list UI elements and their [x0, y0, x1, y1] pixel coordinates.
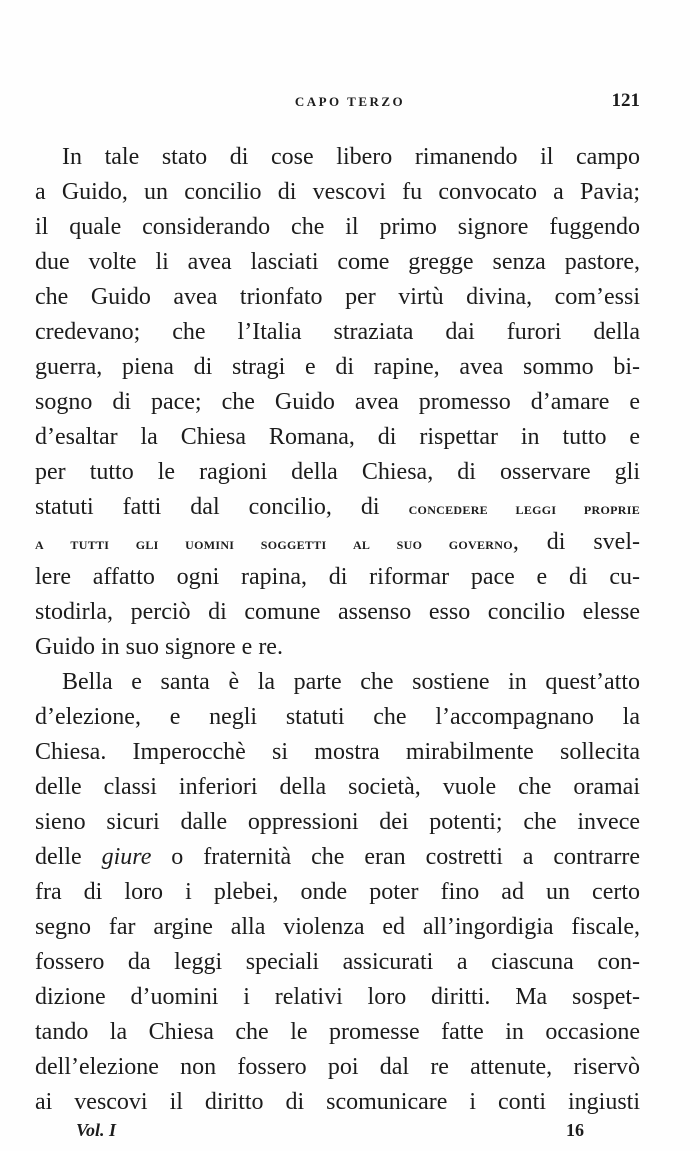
text-line — [35, 525, 640, 560]
text-line: tando la Chiesa che le promesse fatte in occasione — [35, 1019, 640, 1045]
text-line — [35, 490, 640, 525]
page-number: 121 — [611, 90, 640, 111]
text-line: dizione d’uomini i relativi loro diritti. Ma sospet- — [35, 984, 640, 1010]
text-line: delle classi inferiori della società, vuole che oramai — [35, 774, 640, 800]
text-line: ai vescovi il diritto di scomunicare i conti ingiusti — [35, 1089, 640, 1115]
body-text — [35, 140, 640, 1120]
text-line: d’elezione, e negli statuti che l’accompagnano la — [35, 704, 640, 730]
text-line: sieno sicuri dalle oppressioni dei potenti; che invece — [35, 809, 640, 835]
text-line: d’esaltar la Chiesa Romana, di rispettar in tutto e — [35, 424, 640, 450]
text-run: , di svel- — [512, 529, 640, 555]
text-line: segno far argine alla violenza ed all’ingordigia fiscale, — [35, 914, 640, 940]
text-line: guerra, piena di stragi e di rapine, avea sommo bi- — [35, 354, 640, 380]
running-head — [0, 90, 700, 114]
text-line: credevano; che l’Italia straziata dai furori della — [35, 319, 640, 345]
text-line — [35, 840, 640, 875]
text-line: due volte li avea lasciati come gregge senza pastore, — [35, 249, 640, 275]
text-run: statuti fatti dal concilio, di — [35, 494, 409, 520]
page-footer — [0, 1120, 700, 1148]
text-line: che Guido avea trionfato per virtù divina, com’essi — [35, 284, 640, 310]
text-run: o fraternità che eran costretti a contrarre — [151, 844, 640, 870]
text-line: sogno di pace; che Guido avea promesso d’amare e — [35, 389, 640, 415]
text-line: Bella e santa è la parte che sostiene in quest’atto — [62, 669, 640, 695]
text-run: delle — [35, 844, 102, 870]
text-line: dell’elezione non fossero poi dal re attenute, riservò — [35, 1054, 640, 1080]
text-line: a Guido, un concilio di vescovi fu convocato a Pavia; — [35, 179, 640, 205]
running-title: CAPO TERZO — [294, 94, 406, 109]
small-caps-run: a tutti gli uomini soggetti al suo governo — [35, 534, 513, 553]
text-line: fra di loro i plebei, onde poter fino ad un certo — [35, 879, 640, 905]
text-line: lere affatto ogni rapina, di riformar pace e di cu- — [35, 564, 640, 590]
text-line: fossero da leggi speciali assicurati a ciascuna con- — [35, 949, 640, 975]
text-line: Guido in suo signore e re. — [35, 634, 283, 660]
volume-signature: Vol. I — [76, 1120, 117, 1140]
gathering-signature: 16 — [566, 1120, 584, 1140]
text-line: il quale considerando che il primo signore fuggendo — [35, 214, 640, 240]
text-line: In tale stato di cose libero rimanendo il campo — [62, 144, 640, 170]
text-line: stodirla, perciò di comune assenso esso concilio elesse — [35, 599, 640, 625]
text-line: Chiesa. Imperocchè si mostra mirabilmente sollecita — [35, 739, 640, 765]
italic-run: giure — [101, 844, 152, 870]
text-line: per tutto le ragioni della Chiesa, di osservare gli — [35, 459, 640, 485]
small-caps-run: concedere leggi proprie — [408, 499, 641, 518]
